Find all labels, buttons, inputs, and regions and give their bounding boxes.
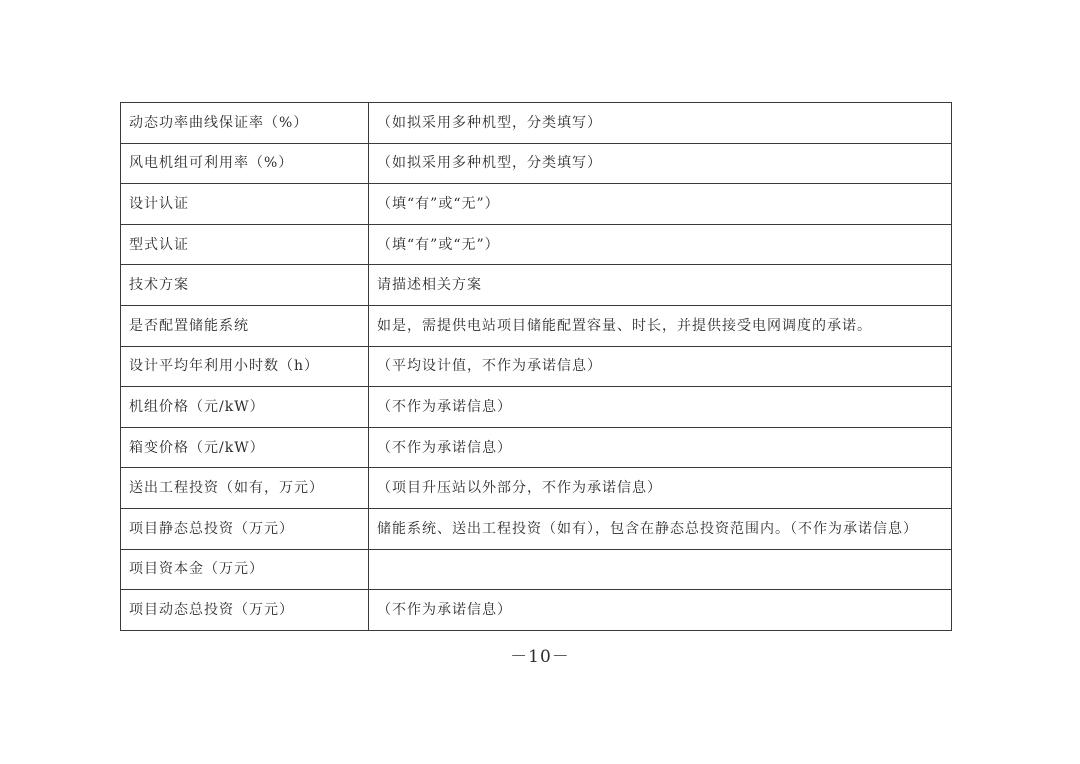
row-label: 设计平均年利用小时数（h） <box>121 346 369 387</box>
row-label: 是否配置储能系统 <box>121 305 369 346</box>
row-value: （不作为承诺信息） <box>369 590 952 631</box>
row-label: 机组价格（元/kW） <box>121 387 369 428</box>
row-label: 风电机组可利用率（%） <box>121 143 369 184</box>
row-value: （填“有”或“无”） <box>369 184 952 225</box>
row-value: （项目升压站以外部分，不作为承诺信息） <box>369 468 952 509</box>
row-label: 项目资本金（万元） <box>121 549 369 590</box>
table-row <box>121 468 952 509</box>
row-label: 动态功率曲线保证率（%） <box>121 103 369 144</box>
row-value: 储能系统、送出工程投资（如有），包含在静态总投资范围内。（不作为承诺信息） <box>369 508 952 549</box>
row-label: 型式认证 <box>121 224 369 265</box>
row-value <box>369 549 952 590</box>
table-row <box>121 590 952 631</box>
table-row <box>121 305 952 346</box>
table-row <box>121 224 952 265</box>
table-row <box>121 143 952 184</box>
page-number: －10－ <box>510 647 570 667</box>
table-row <box>121 265 952 306</box>
row-value: 如是，需提供电站项目储能配置容量、时长，并提供接受电网调度的承诺。 <box>369 305 952 346</box>
table-row <box>121 387 952 428</box>
table-row <box>121 549 952 590</box>
table-row <box>121 184 952 225</box>
row-value: （如拟采用多种机型，分类填写） <box>369 143 952 184</box>
row-label: 设计认证 <box>121 184 369 225</box>
project-info-table <box>120 102 952 631</box>
row-label: 项目静态总投资（万元） <box>121 508 369 549</box>
row-value: （不作为承诺信息） <box>369 387 952 428</box>
row-label: 技术方案 <box>121 265 369 306</box>
row-value: （不作为承诺信息） <box>369 427 952 468</box>
row-label: 箱变价格（元/kW） <box>121 427 369 468</box>
table-row <box>121 427 952 468</box>
row-value: 请描述相关方案 <box>369 265 952 306</box>
row-value: （平均设计值，不作为承诺信息） <box>369 346 952 387</box>
row-label: 送出工程投资（如有，万元） <box>121 468 369 509</box>
row-value: （填“有”或“无”） <box>369 224 952 265</box>
row-value: （如拟采用多种机型，分类填写） <box>369 103 952 144</box>
table-row <box>121 103 952 144</box>
table-row <box>121 508 952 549</box>
table-row <box>121 346 952 387</box>
row-label: 项目动态总投资（万元） <box>121 590 369 631</box>
